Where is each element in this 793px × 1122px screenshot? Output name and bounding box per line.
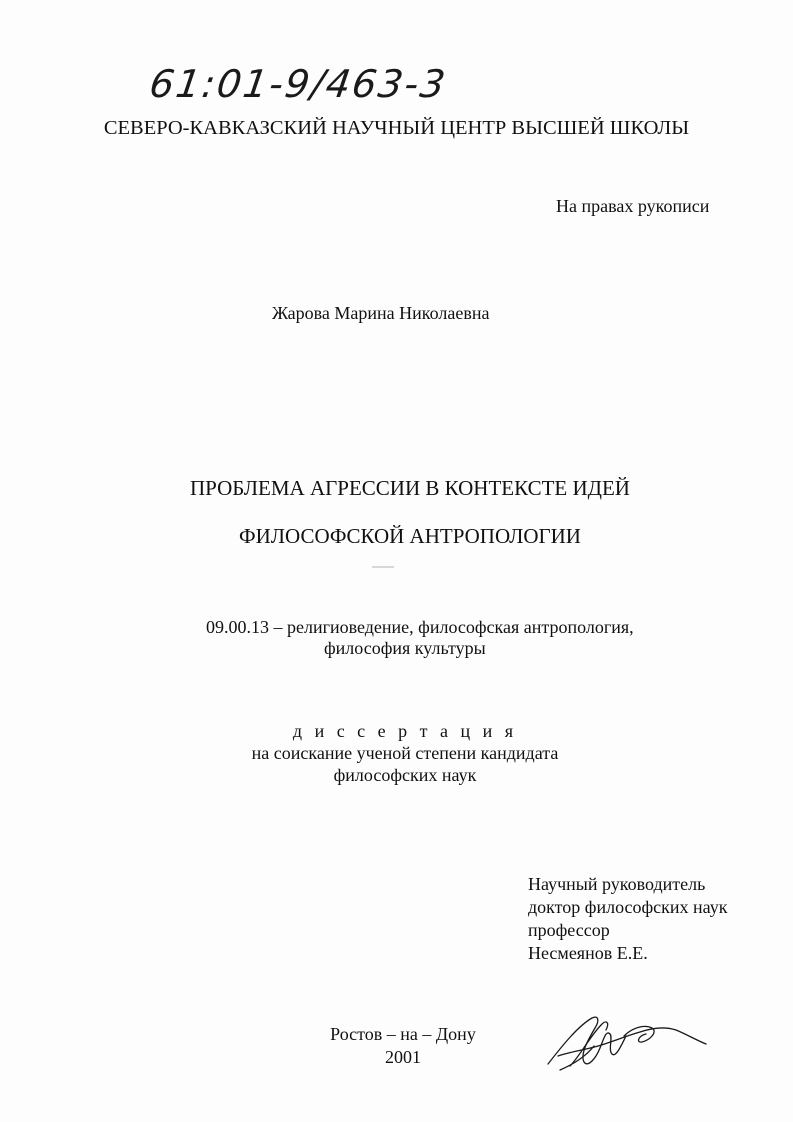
advisor-title: профессор	[528, 920, 610, 940]
degree-line-1: на соискание ученой степени кандидата	[251, 743, 559, 763]
handwritten-signature-icon	[540, 1006, 710, 1076]
city: Ростов – на – Дону	[330, 1024, 476, 1044]
specialty-line-2: философия культуры	[324, 638, 486, 658]
manuscript-rights-note: На правах рукописи	[556, 196, 710, 216]
advisor-degree: доктор философских наук	[528, 897, 728, 917]
specialty-line-1: 09.00.13 – религиоведение, философская антропология,	[206, 617, 634, 637]
advisor-name: Несмеянов Е.Е.	[528, 943, 648, 963]
scientific-advisor-block	[528, 873, 728, 965]
document-type-block	[0, 720, 793, 786]
degree-line-2: философских наук	[333, 765, 477, 785]
scan-speck	[372, 566, 394, 568]
advisor-role: Научный руководитель	[528, 874, 706, 894]
specialty-code	[206, 617, 634, 659]
institution-name: СЕВЕРО-КАВКАЗСКИЙ НАУЧНЫЙ ЦЕНТР ВЫСШЕЙ ШКОЛЫ	[103, 117, 690, 139]
dissertation-title-line-1: ПРОБЛЕМА АГРЕССИИ В КОНТЕКСТЕ ИДЕЙ	[190, 476, 630, 500]
dissertation-title-line-2: ФИЛОСОФСКОЙ АНТРОПОЛОГИИ	[239, 524, 581, 548]
author-name: Жарова Марина Николаевна	[272, 303, 490, 323]
document-type: д и с с е р т а ц и я	[292, 721, 518, 741]
year: 2001	[385, 1047, 421, 1067]
archive-code-handwritten: 61:01-9/463-3	[146, 62, 450, 106]
